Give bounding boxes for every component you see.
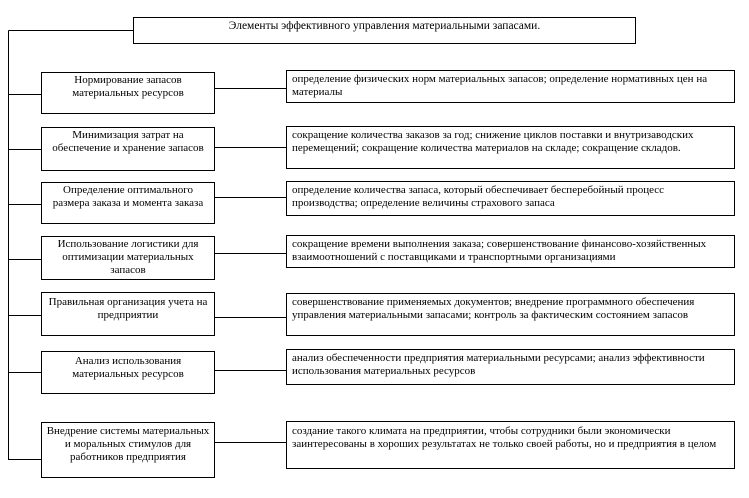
element-box-2: [41, 182, 215, 224]
element-box-4: [41, 292, 215, 336]
diagram-title-box: [133, 17, 636, 44]
element-label: Определение оптимального размера заказа и момента заказа: [52, 184, 204, 209]
element-description-box-4: [286, 293, 735, 336]
element-label: Минимизация затрат на обеспечение и хранение запасов: [52, 129, 204, 154]
element-description-box-5: [286, 349, 735, 385]
element-box-0: [41, 72, 215, 114]
element-description: анализ обеспеченности предприятия материальными ресурсами; анализ эффективности использования материальных ресурсов: [292, 352, 705, 377]
element-description-box-2: [286, 181, 735, 216]
element-label: Использование логистики для оптимизации материальных запасов: [57, 238, 199, 276]
element-label: Правильная организация учета на предприятии: [48, 296, 208, 321]
element-box-1: [41, 127, 215, 171]
diagram-title: Элементы эффективного управления материальными запасами.: [228, 20, 541, 32]
element-box-5: [41, 351, 215, 394]
element-description: создание такого климата на предприятии, чтобы сотрудники были экономически заинтересованы в хороших результатах не только своей работы, но и предприятия в целом: [292, 425, 717, 450]
element-box-6: [41, 422, 215, 478]
element-description-box-3: [286, 235, 735, 268]
element-label: Нормирование запасов материальных ресурсов: [72, 74, 184, 99]
element-description: совершенствование применяемых документов; внедрение программного обеспечения управления материальными запасами; контроль за фактическим состоянием запасов: [292, 296, 695, 321]
element-description-box-0: [286, 70, 735, 103]
element-description-box-6: [286, 421, 735, 469]
element-description: сокращение времени выполнения заказа; совершенствование финансово-хозяйственных взаимоотношений с поставщиками и транспортными организациями: [292, 238, 707, 263]
element-description-box-1: [286, 126, 735, 169]
element-description: определение количества запаса, который обеспечивает бесперебойный процесс производства; определение величины страхового запаса: [292, 184, 665, 209]
element-box-3: [41, 236, 215, 280]
element-label: Внедрение системы материальных и моральных стимулов для работников предприятия: [46, 425, 210, 463]
element-label: Анализ использования материальных ресурсов: [72, 355, 184, 380]
element-description: определение физических норм материальных запасов; определение нормативных цен на материалы: [292, 73, 708, 98]
element-description: сокращение количества заказов за год; снижение циклов поставки и внутризаводских перемещений; сокращение количества материалов на складе; сокращение складов.: [292, 129, 694, 154]
